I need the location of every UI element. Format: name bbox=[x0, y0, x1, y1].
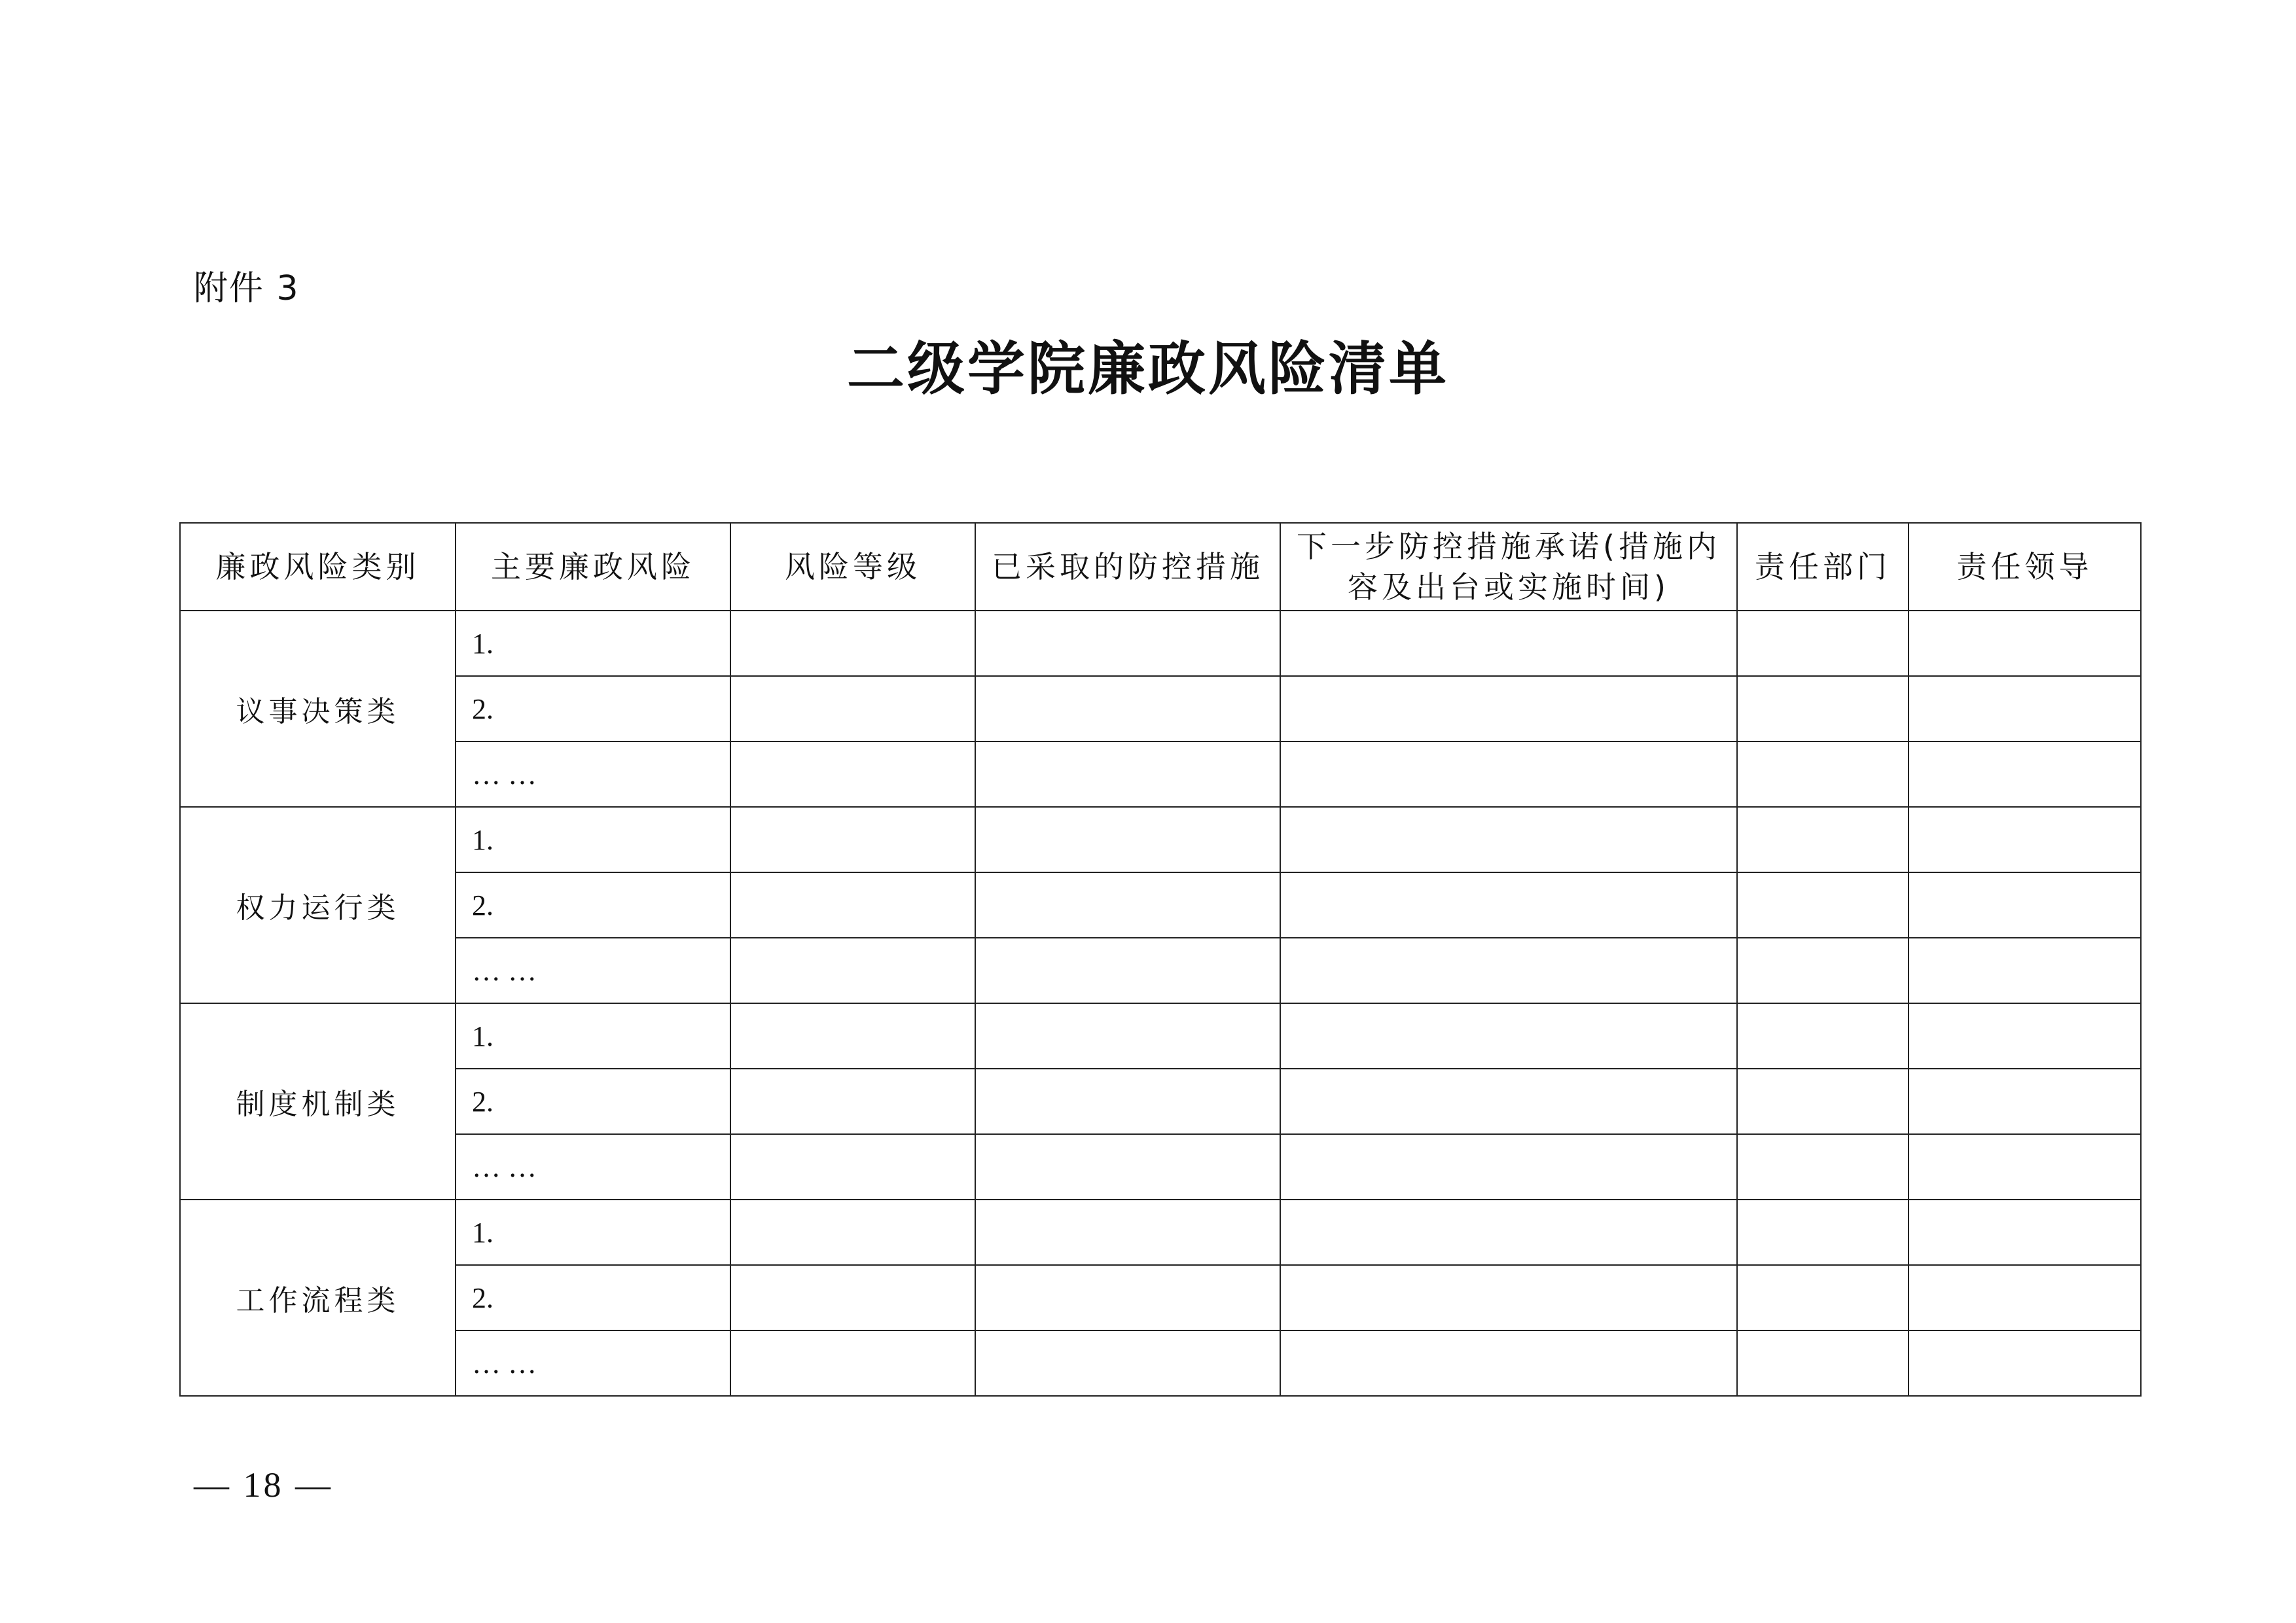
table-row bbox=[180, 1330, 2141, 1396]
responsible-leader-cell bbox=[1909, 1265, 2141, 1330]
table-row bbox=[180, 1003, 2141, 1069]
responsible-leader-cell bbox=[1909, 938, 2141, 1003]
table-row bbox=[180, 807, 2141, 872]
measures-taken-cell bbox=[975, 611, 1280, 676]
measures-taken-cell bbox=[975, 676, 1280, 741]
measures-taken-cell bbox=[975, 938, 1280, 1003]
risk-item-cell: … … bbox=[456, 1134, 730, 1200]
responsible-leader-cell bbox=[1909, 1003, 2141, 1069]
risk-list-table bbox=[179, 522, 2142, 1397]
column-header: 廉政风险类别 bbox=[180, 523, 456, 611]
risk-item-cell: 2. bbox=[456, 1265, 730, 1330]
next-measures-cell bbox=[1280, 872, 1737, 938]
responsible-department-cell bbox=[1737, 872, 1909, 938]
attachment-label: 附件 3 bbox=[194, 269, 300, 308]
risk-item-cell: 2. bbox=[456, 676, 730, 741]
responsible-department-cell bbox=[1737, 741, 1909, 807]
next-measures-cell bbox=[1280, 938, 1737, 1003]
table-row bbox=[180, 1200, 2141, 1265]
responsible-leader-cell bbox=[1909, 1200, 2141, 1265]
risk-category-cell: 工作流程类 bbox=[180, 1200, 456, 1396]
table-row bbox=[180, 1265, 2141, 1330]
risk-level-cell bbox=[730, 611, 975, 676]
responsible-department-cell bbox=[1737, 1003, 1909, 1069]
table-row bbox=[180, 741, 2141, 807]
next-measures-cell bbox=[1280, 807, 1737, 872]
risk-level-cell bbox=[730, 741, 975, 807]
column-header: 主要廉政风险 bbox=[456, 523, 730, 611]
next-measures-cell bbox=[1280, 1330, 1737, 1396]
column-header: 已采取的防控措施 bbox=[975, 523, 1280, 611]
column-header: 下一步防控措施承诺(措施内容及出台或实施时间) bbox=[1280, 523, 1737, 611]
measures-taken-cell bbox=[975, 1330, 1280, 1396]
next-measures-cell bbox=[1280, 1134, 1737, 1200]
responsible-department-cell bbox=[1737, 1330, 1909, 1396]
risk-level-cell bbox=[730, 676, 975, 741]
measures-taken-cell bbox=[975, 741, 1280, 807]
responsible-department-cell bbox=[1737, 676, 1909, 741]
risk-level-cell bbox=[730, 1134, 975, 1200]
risk-level-cell bbox=[730, 1069, 975, 1134]
next-measures-cell bbox=[1280, 1069, 1737, 1134]
table-row bbox=[180, 676, 2141, 741]
responsible-leader-cell bbox=[1909, 807, 2141, 872]
risk-item-cell: … … bbox=[456, 741, 730, 807]
risk-level-cell bbox=[730, 938, 975, 1003]
next-measures-cell bbox=[1280, 611, 1737, 676]
column-header: 风险等级 bbox=[730, 523, 975, 611]
risk-item-cell: 1. bbox=[456, 1003, 730, 1069]
risk-level-cell bbox=[730, 807, 975, 872]
document-title: 二级学院廉政风险清单 bbox=[846, 334, 1449, 402]
risk-item-cell: 2. bbox=[456, 872, 730, 938]
risk-item-cell: … … bbox=[456, 1330, 730, 1396]
responsible-department-cell bbox=[1737, 611, 1909, 676]
measures-taken-cell bbox=[975, 1069, 1280, 1134]
risk-item-cell: 1. bbox=[456, 611, 730, 676]
table-row bbox=[180, 938, 2141, 1003]
table-row bbox=[180, 1134, 2141, 1200]
responsible-leader-cell bbox=[1909, 872, 2141, 938]
risk-category-cell: 议事决策类 bbox=[180, 611, 456, 807]
responsible-leader-cell bbox=[1909, 1330, 2141, 1396]
risk-level-cell bbox=[730, 1003, 975, 1069]
responsible-department-cell bbox=[1737, 1200, 1909, 1265]
risk-item-cell: 1. bbox=[456, 807, 730, 872]
risk-level-cell bbox=[730, 1330, 975, 1396]
column-header: 责任部门 bbox=[1737, 523, 1909, 611]
next-measures-cell bbox=[1280, 1265, 1737, 1330]
risk-level-cell bbox=[730, 1200, 975, 1265]
responsible-leader-cell bbox=[1909, 741, 2141, 807]
next-measures-cell bbox=[1280, 741, 1737, 807]
responsible-department-cell bbox=[1737, 807, 1909, 872]
risk-category-cell: 权力运行类 bbox=[180, 807, 456, 1003]
risk-item-cell: 2. bbox=[456, 1069, 730, 1134]
risk-item-cell: 1. bbox=[456, 1200, 730, 1265]
responsible-leader-cell bbox=[1909, 1069, 2141, 1134]
responsible-leader-cell bbox=[1909, 676, 2141, 741]
page-number: — 18 — bbox=[194, 1465, 333, 1505]
responsible-department-cell bbox=[1737, 1069, 1909, 1134]
responsible-department-cell bbox=[1737, 1265, 1909, 1330]
column-header: 责任领导 bbox=[1909, 523, 2141, 611]
risk-level-cell bbox=[730, 872, 975, 938]
table-row bbox=[180, 1069, 2141, 1134]
measures-taken-cell bbox=[975, 872, 1280, 938]
next-measures-cell bbox=[1280, 1200, 1737, 1265]
risk-level-cell bbox=[730, 1265, 975, 1330]
risk-category-cell: 制度机制类 bbox=[180, 1003, 456, 1200]
next-measures-cell bbox=[1280, 676, 1737, 741]
responsible-leader-cell bbox=[1909, 1134, 2141, 1200]
table-row bbox=[180, 872, 2141, 938]
table-row bbox=[180, 611, 2141, 676]
risk-item-cell: … … bbox=[456, 938, 730, 1003]
table-header-row bbox=[180, 523, 2141, 611]
measures-taken-cell bbox=[975, 807, 1280, 872]
measures-taken-cell bbox=[975, 1200, 1280, 1265]
next-measures-cell bbox=[1280, 1003, 1737, 1069]
measures-taken-cell bbox=[975, 1003, 1280, 1069]
responsible-department-cell bbox=[1737, 938, 1909, 1003]
measures-taken-cell bbox=[975, 1265, 1280, 1330]
measures-taken-cell bbox=[975, 1134, 1280, 1200]
responsible-leader-cell bbox=[1909, 611, 2141, 676]
responsible-department-cell bbox=[1737, 1134, 1909, 1200]
